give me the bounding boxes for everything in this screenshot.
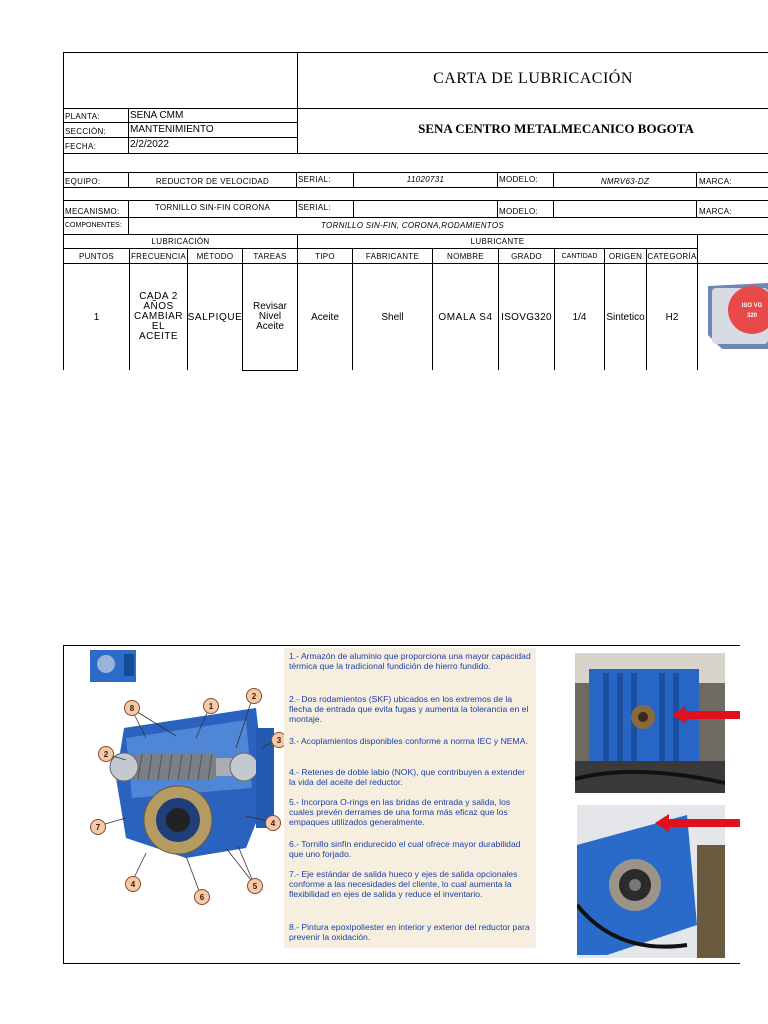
feature-7: 7.- Eje estándar de salida hueco y ejes de salida opcionales conforme a las necesidades del cliente, lo cual aumenta la flexibilidad en ejes de salida y reduce el inventario. bbox=[289, 869, 518, 900]
marker-4-right: 4 bbox=[265, 815, 281, 831]
cell-origen: Sintetico bbox=[606, 311, 645, 323]
fecha-value: 2/2/2022 bbox=[130, 139, 169, 150]
iso-vg-badge bbox=[708, 283, 768, 349]
marker-5: 5 bbox=[247, 878, 263, 894]
col-cantidad: CANTIDAD bbox=[561, 252, 598, 260]
cell-cantidad: 1/4 bbox=[572, 311, 587, 323]
equipo-marca-label: MARCA: bbox=[699, 177, 732, 186]
planta-label: PLANTA: bbox=[65, 112, 100, 121]
marker-4-bottom: 4 bbox=[125, 876, 141, 892]
company-name: SENA CENTRO METALMECANICO BOGOTA bbox=[418, 121, 694, 136]
marker-6: 6 bbox=[194, 889, 210, 905]
mecanismo-label: MECANISMO: bbox=[65, 207, 120, 216]
componentes-value: TORNILLO SIN-FIN, CORONA,RODAMIENTOS bbox=[321, 221, 504, 230]
mecanismo-modelo-label: MODELO: bbox=[499, 207, 538, 216]
cell-tipo: Aceite bbox=[311, 311, 339, 323]
equipo-serial-label: SERIAL: bbox=[298, 175, 331, 184]
equipo-label: EQUIPO: bbox=[65, 177, 101, 186]
cell-fabricante: Shell bbox=[381, 311, 404, 323]
equipo-value: REDUCTOR DE VELOCIDAD bbox=[155, 177, 270, 186]
feature-6: 6.- Tornillo sinfín endurecido el cual ofrece mayor durabilidad que uno forjado. bbox=[289, 839, 521, 860]
mecanismo-value: TORNILLO SIN-FIN CORONA bbox=[154, 203, 271, 212]
feature-3: 3.- Acoplamientos disponibles conforme a norma IEC y NEMA. bbox=[289, 736, 528, 746]
cell-nombre: OMALA S4 bbox=[438, 311, 493, 323]
badge-line1: ISO VG bbox=[741, 303, 763, 309]
equipo-modelo-value: NMRV63-DZ bbox=[600, 177, 650, 186]
group-lubricacion: LUBRICACIÓN bbox=[151, 237, 210, 246]
marker-7: 7 bbox=[90, 819, 106, 835]
col-tareas: TAREAS bbox=[253, 251, 287, 261]
fecha-label: FECHA: bbox=[65, 142, 97, 151]
red-arrow-top bbox=[672, 706, 740, 724]
badge-line2: 320 bbox=[746, 313, 757, 319]
mecanismo-serial-label: SERIAL: bbox=[298, 203, 331, 212]
seccion-label: SECCIÓN: bbox=[65, 127, 107, 136]
equipo-modelo-label: MODELO: bbox=[499, 175, 538, 184]
marker-3: 3 bbox=[271, 732, 287, 748]
feature-5: 5.- Incorpora O-rings en las bridas de entrada y salida, los cuales prevén derrames de una forma más eficaz que los empaques utilizados generalmente. bbox=[289, 797, 511, 828]
feature-1: 1.- Armazón de aluminio que proporciona una mayor capacidad térmica que la tradicional fundición de hierro fundido. bbox=[289, 651, 531, 672]
marker-8: 8 bbox=[124, 700, 140, 716]
col-frecuencia: FRECUENCIA bbox=[130, 251, 186, 261]
feature-4: 4.- Retenes de doble labio (NOK), que contribuyen a extender la vida del aceite del reductor. bbox=[289, 767, 525, 788]
reducer-exploded-diagram bbox=[66, 648, 288, 902]
feature-8: 8.- Pintura epoxipoliester en interior y exterior del reductor para prevenir la oxidación. bbox=[289, 922, 530, 943]
red-arrow-bottom bbox=[655, 814, 740, 832]
marker-2-left: 2 bbox=[98, 746, 114, 762]
cell-puntos: 1 bbox=[93, 311, 100, 323]
col-categoria: CATEGORÍA bbox=[647, 251, 697, 261]
group-lubricante: LUBRICANTE bbox=[470, 237, 525, 246]
marker-1: 1 bbox=[203, 698, 219, 714]
marker-2-top: 2 bbox=[246, 688, 262, 704]
mecanismo-marca-label: MARCA: bbox=[699, 207, 732, 216]
col-puntos: PUNTOS bbox=[79, 251, 114, 261]
col-nombre: NOMBRE bbox=[447, 251, 484, 261]
col-grado: GRADO bbox=[511, 251, 542, 261]
col-fabricante: FABRICANTE bbox=[365, 251, 420, 261]
componentes-label: COMPONENTES: bbox=[65, 222, 122, 229]
cell-grado: ISOVG320 bbox=[501, 311, 552, 323]
equipo-serial-value: 11020731 bbox=[406, 175, 445, 184]
col-origen: ORIGEN bbox=[608, 251, 643, 261]
cell-frecuencia: CADA 2 AÑOS CAMBIAR EL ACEITE bbox=[133, 291, 184, 342]
planta-value: SENA CMM bbox=[130, 110, 184, 121]
col-tipo: TIPO bbox=[315, 251, 335, 261]
feature-2: 2.- Dos rodamientos (SKF) ubicados en los extremos de la flecha de entrada que evita fugas y aumenta la tolerancia en el montaje. bbox=[289, 694, 529, 725]
col-metodo: MÉTODO bbox=[196, 251, 234, 261]
cell-categoria: H2 bbox=[665, 311, 679, 323]
cell-metodo: SALPIQUE bbox=[187, 311, 243, 323]
cell-tareas: Revisar Nivel Aceite bbox=[253, 301, 287, 332]
chart-title: CARTA DE LUBRICACIÓN bbox=[433, 70, 633, 87]
seccion-value: MANTENIMIENTO bbox=[130, 124, 214, 135]
